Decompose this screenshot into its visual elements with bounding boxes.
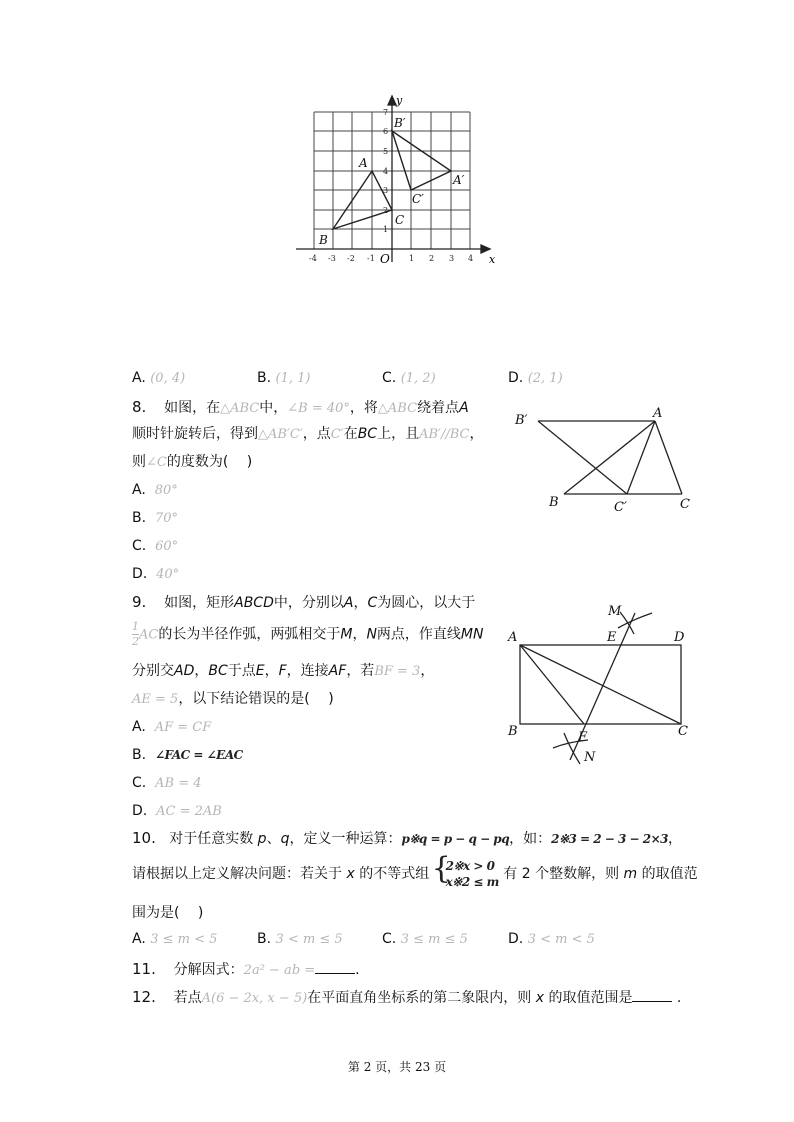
q11 — [132, 959, 360, 981]
q9-line-3 — [132, 661, 434, 682]
q10-line-3 — [132, 903, 203, 923]
text: 在 — [343, 426, 358, 442]
text: 有 2 个整数解，则 — [503, 866, 620, 882]
option-value: 3 < m < 5 — [527, 932, 595, 947]
text: 、 — [266, 831, 281, 847]
q9-option-d[interactable] — [132, 801, 222, 822]
math: AE = 5 — [132, 692, 179, 707]
option-value: 70° — [154, 511, 179, 526]
label-F: F — [578, 730, 588, 745]
text: 的度数为( ) — [166, 454, 253, 470]
option-value: AB = 4 — [155, 776, 202, 791]
origin-label: O — [380, 252, 390, 266]
text: . — [676, 990, 682, 1006]
question-number: 9. — [132, 593, 147, 611]
label-A: A — [653, 406, 663, 421]
text: 若点 — [173, 990, 202, 1006]
math: △ABC — [377, 401, 418, 416]
option-letter: C. — [382, 370, 397, 386]
math: A(6 − 2x, x − 5) — [201, 991, 308, 1006]
q9-line-4 — [132, 689, 334, 710]
text: p — [257, 831, 267, 847]
q10-line-1 — [132, 828, 682, 849]
question-number: 12. — [132, 988, 156, 1006]
q8-option-c[interactable] — [132, 536, 178, 557]
option-value: AF = CF — [154, 720, 212, 735]
option-letter: C. — [132, 775, 147, 791]
q9-line-1 — [132, 592, 475, 613]
text: ， — [352, 626, 367, 643]
label-N: N — [584, 750, 596, 765]
option-value: 40° — [156, 567, 180, 582]
label-C-prime: C′ — [614, 500, 627, 515]
q8-option-b[interactable] — [132, 508, 178, 529]
math: C′ — [330, 427, 344, 442]
q9-option-a[interactable] — [132, 717, 211, 738]
text: ， — [264, 663, 279, 679]
y-tick: 6 — [383, 127, 389, 136]
left-brace: { — [431, 851, 451, 886]
q7-option-a[interactable] — [132, 370, 185, 386]
text: 的取值范围是 — [548, 990, 633, 1006]
point-C: C — [395, 213, 405, 227]
text: ， — [469, 426, 484, 442]
text: 围为是( ) — [132, 905, 204, 921]
option-letter: B. — [132, 510, 147, 526]
text: BC — [357, 426, 378, 442]
label-B-prime: B′ — [515, 413, 528, 428]
text: 请根据以上定义解决问题：若关于 — [132, 866, 342, 882]
option-value: ∠FAC = ∠EAC — [154, 748, 243, 762]
q9-line-2 — [132, 620, 483, 649]
option-letter: D. — [132, 803, 148, 819]
text: MN — [460, 626, 484, 643]
axis-x-label: x — [489, 253, 496, 266]
text: F — [278, 663, 287, 679]
option-value: (2, 1) — [527, 371, 563, 386]
text: 的长为半径作弧，两弧相交于 — [158, 626, 341, 643]
point-A: A — [359, 156, 368, 170]
q10-option-a[interactable] — [132, 931, 217, 947]
q10-option-c[interactable] — [382, 931, 468, 947]
point-C-prime: C′ — [412, 192, 424, 206]
text: E — [255, 663, 265, 679]
axis-y-label: y — [396, 94, 403, 107]
text: 中，分别以 — [273, 595, 344, 611]
text: 如图，在 — [164, 400, 221, 416]
inequality: x※2 ≤ m — [445, 875, 499, 889]
text: ABCD — [234, 595, 274, 611]
text: ，连接 — [286, 663, 329, 679]
text: q — [280, 831, 290, 847]
option-value: AC = 2AB — [156, 804, 222, 819]
text: 中， — [259, 400, 288, 416]
q8-option-d[interactable] — [132, 564, 179, 585]
numerator: 1 — [132, 620, 139, 633]
text: . — [355, 962, 360, 978]
math: ∠B = 40° — [287, 401, 350, 416]
text: 在平面直角坐标系的第二象限内，则 — [307, 990, 532, 1006]
point-B-prime: B′ — [394, 116, 406, 130]
x-tick: -4 — [309, 254, 317, 263]
math: BF = 3 — [374, 664, 421, 679]
text: ， — [194, 663, 209, 679]
text: M — [340, 626, 353, 643]
x-tick: 4 — [468, 254, 474, 263]
fraction-half — [132, 620, 139, 649]
text: ， — [668, 831, 683, 847]
option-letter: C. — [382, 931, 397, 947]
option-value: 3 ≤ m < 5 — [150, 932, 218, 947]
label-C: C — [678, 724, 688, 739]
option-letter: C. — [132, 538, 147, 554]
q10-line-2 — [132, 851, 698, 890]
label-A: A — [508, 630, 518, 645]
option-letter: A. — [132, 931, 146, 947]
text: ，定义一种运算： — [289, 831, 402, 847]
question-number: 8. — [132, 398, 147, 416]
text: A — [459, 400, 469, 416]
option-letter: B. — [257, 370, 272, 386]
point-A-prime: A′ — [453, 173, 465, 187]
text: 对于任意实数 — [169, 831, 254, 847]
text: 分别交 — [132, 663, 174, 679]
answer-blank[interactable] — [632, 989, 672, 1002]
math: ∠C — [146, 455, 167, 470]
y-tick: 7 — [383, 108, 389, 117]
option-value: 60° — [155, 539, 179, 554]
text: 于点 — [227, 663, 256, 679]
text: BC — [208, 663, 228, 679]
label-C: C — [680, 497, 690, 512]
y-tick: 2 — [383, 206, 389, 215]
y-tick: 3 — [383, 186, 389, 195]
option-letter: B. — [132, 747, 147, 763]
math: 2a² − ab = — [243, 963, 316, 978]
option-value: (1, 1) — [275, 371, 311, 386]
coordinate-figure — [290, 90, 505, 270]
y-tick: 5 — [383, 147, 389, 156]
inequality-system — [431, 851, 499, 890]
text: A — [343, 595, 354, 611]
option-letter: A. — [132, 719, 146, 735]
option-letter: D. — [508, 931, 524, 947]
q8-line-3 — [132, 452, 252, 473]
option-value: (1, 2) — [400, 371, 436, 386]
text: 绕着点 — [417, 400, 460, 416]
math: AB′//BC — [419, 427, 470, 442]
text: N — [366, 626, 377, 643]
x-tick: 3 — [449, 254, 455, 263]
x-tick: 1 — [409, 254, 415, 263]
math: △ABC — [220, 401, 260, 416]
y-tick: 1 — [383, 225, 389, 234]
q7-option-b[interactable] — [257, 370, 310, 386]
text: ，以下结论错误的是( ) — [178, 691, 334, 707]
question-number: 11. — [132, 960, 156, 978]
text: 如图，矩形 — [164, 595, 235, 611]
text: 上，且 — [377, 426, 420, 442]
label-D: D — [674, 630, 685, 645]
question-number: 10. — [132, 829, 156, 847]
answer-blank[interactable] — [315, 961, 355, 974]
text: ，将 — [349, 400, 378, 416]
x-tick: 2 — [429, 254, 435, 263]
y-tick: 4 — [383, 167, 389, 176]
text: 顺时针旋转后，得到 — [132, 426, 258, 442]
q8-line-1 — [132, 397, 469, 419]
page-footer: 第 2 页，共 23 页 — [347, 1060, 447, 1074]
option-value: 80° — [154, 483, 178, 498]
inequality: 2※x > 0 — [445, 859, 495, 873]
denominator: 2 — [132, 635, 139, 648]
option-value: 3 ≤ m ≤ 5 — [400, 932, 468, 947]
text: C — [367, 595, 378, 611]
q7-option-c[interactable] — [382, 370, 436, 386]
q10-option-d[interactable] — [508, 931, 595, 947]
text: ， — [353, 595, 368, 611]
text: ， — [420, 663, 435, 679]
label-B: B — [508, 724, 518, 739]
option-letter: B. — [257, 931, 272, 947]
label-M: M — [608, 604, 622, 619]
text: AF — [328, 663, 347, 679]
text: 两点，作直线 — [376, 626, 461, 643]
text: 分解因式： — [173, 962, 244, 978]
text: 则 — [132, 454, 146, 470]
q9-option-b[interactable] — [132, 745, 243, 765]
q10-option-b[interactable] — [257, 931, 343, 947]
q7-option-d[interactable] — [508, 370, 563, 386]
q8-figure — [510, 400, 710, 515]
q9-option-c[interactable] — [132, 773, 202, 794]
x-tick: -3 — [328, 254, 336, 263]
math: p※q = p − q − pq — [401, 832, 510, 846]
math: AC — [139, 627, 159, 643]
q8-line-2 — [132, 424, 484, 445]
option-letter: A. — [132, 370, 146, 386]
q12 — [132, 987, 681, 1009]
math: 2※3 = 2 − 3 − 2×3 — [551, 832, 669, 846]
q9-figure — [503, 598, 703, 770]
option-letter: A. — [132, 482, 146, 498]
label-B: B — [549, 495, 559, 510]
x-tick: -2 — [347, 254, 355, 263]
label-E: E — [607, 630, 617, 645]
text: x — [535, 990, 545, 1006]
math: △AB′C′ — [258, 427, 303, 442]
text: AD — [174, 663, 195, 679]
q8-option-a[interactable] — [132, 480, 178, 501]
option-letter: D. — [132, 566, 148, 582]
text: ，点 — [302, 426, 331, 442]
point-B: B — [319, 233, 328, 247]
text: ，如： — [509, 831, 552, 847]
text: m — [623, 866, 638, 882]
option-value: 3 < m ≤ 5 — [275, 932, 343, 947]
text: 为圆心，以大于 — [377, 595, 476, 611]
text: 的取值范 — [641, 866, 698, 882]
text: 的不等式组 — [359, 866, 430, 882]
option-value: (0, 4) — [150, 371, 186, 386]
option-letter: D. — [508, 370, 524, 386]
text: ，若 — [346, 663, 375, 679]
text: x — [346, 866, 355, 882]
x-tick: -1 — [367, 254, 375, 263]
